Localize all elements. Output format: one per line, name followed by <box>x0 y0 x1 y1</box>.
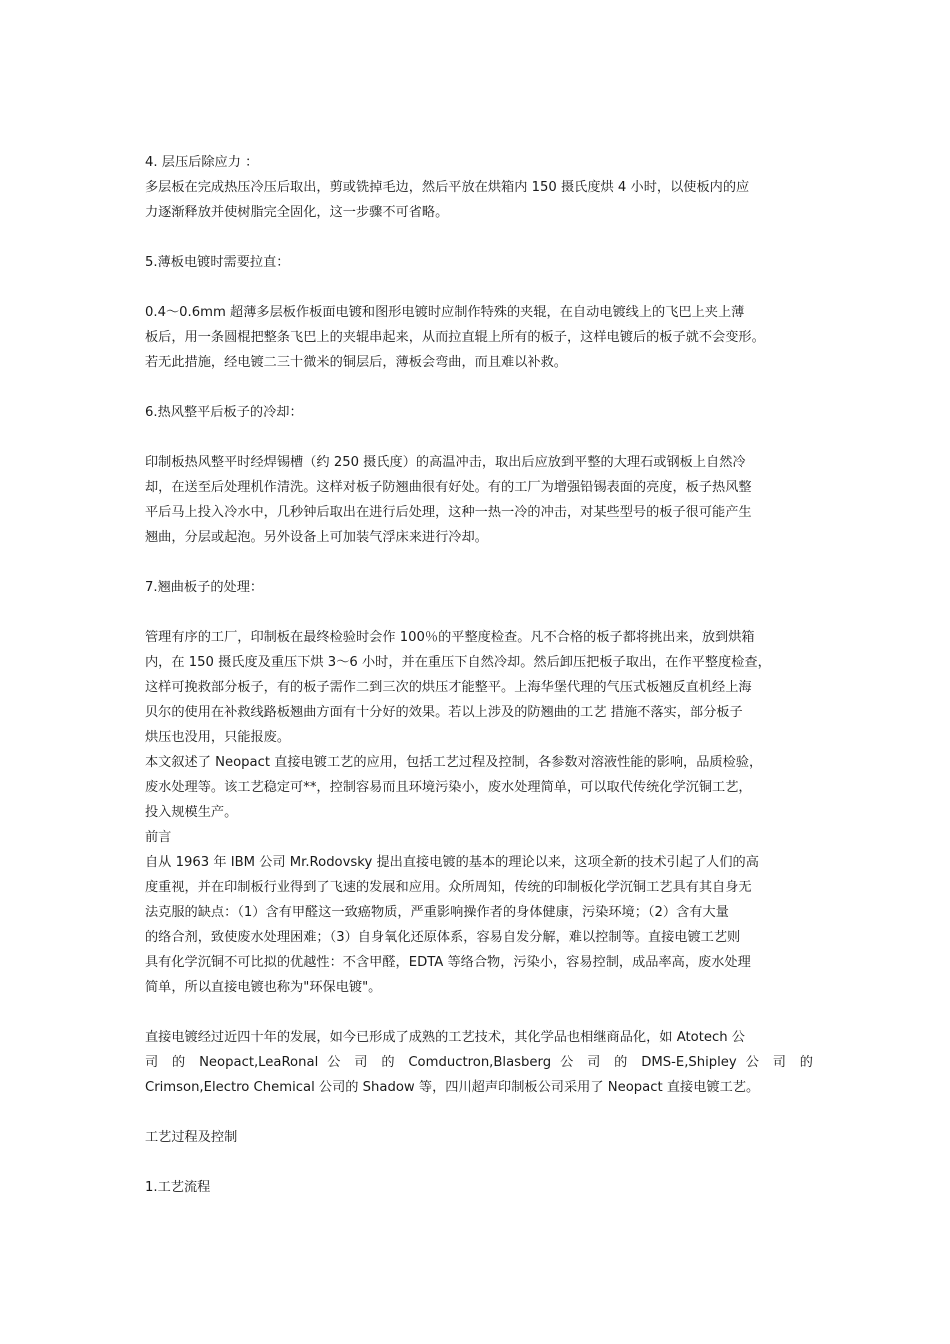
paragraph-gap <box>145 550 813 575</box>
section-4-title: 4. 层压后除应力 ： <box>145 155 259 170</box>
paragraph-gap <box>145 275 813 300</box>
section-4-text-line: 多层板在完成热压冷压后取出，剪或铣掉毛边，然后平放在烘箱内 150 摄氏度烘 4 小时，以使板内的应 <box>145 180 750 195</box>
preface-text-line: 自从 1963 年 IBM 公司 Mr.Rodovsky 提出直接电镀的基本的理论以来，这项全新的技术引起了人们的高 <box>145 855 759 870</box>
document-page <box>145 150 813 1200</box>
abstract-text-line: 废水处理等。该工艺稳定可**，控制容易而且环境污染小，废水处理简单，可以取代传统化学沉铜工艺， <box>145 780 752 795</box>
preface-text-line: 具有化学沉铜不可比拟的优越性：不含甲醛，EDTA 等络合物，污染小，容易控制，成品率高，废水处理 <box>145 955 751 970</box>
preface-text-line: 法克服的缺点：（1）含有甲醛这一致癌物质，严重影响操作者的身体健康，污染环境；（2）含有大量 <box>145 905 729 920</box>
paragraph-gap <box>145 225 813 250</box>
section-6-text-line: 平后马上投入冷水中，几秒钟后取出在进行后处理，这种一热一冷的冲击，对某些型号的板子很可能产生 <box>145 505 752 520</box>
section-4-text-line: 力逐渐释放并使树脂完全固化，这一步骤不可省略。 <box>145 205 449 220</box>
paragraph-gap <box>145 600 813 625</box>
section-7-text-line: 贝尔的使用在补救线路板翘曲方面有十分好的效果。若以上涉及的防翘曲的工艺 措施不落实，部分板子 <box>145 705 743 720</box>
section-6-text-line: 却，在送至后处理机作清洗。这样对板子防翘曲很有好处。有的工厂为增强铅锡表面的亮度，板子热风整 <box>145 480 752 495</box>
paragraph-gap <box>145 1150 813 1175</box>
section-6-text-line: 印制板热风整平时经焊锡槽（约 250 摄氏度）的高温冲击，取出后应放到平整的大理石或钢板上自然冷 <box>145 455 746 470</box>
process-flow-title: 1.工艺流程 <box>145 1180 211 1195</box>
section-5-text-line: 0.4～0.6mm 超薄多层板作板面电镀和图形电镀时应制作特殊的夹辊，在自动电镀线上的飞巴上夹上薄 <box>145 305 745 320</box>
abstract-text-line: 本文叙述了 Neopact 直接电镀工艺的应用，包括工艺过程及控制，各参数对溶液性能的影响，品质检验， <box>145 755 763 770</box>
section-7-text-line: 管理有序的工厂，印制板在最终检验时会作 100％的平整度检查。凡不合格的板子都将挑出来，放到烘箱 <box>145 630 755 645</box>
section-7-title: 7.翘曲板子的处理： <box>145 580 264 595</box>
abstract-text-line: 投入规模生产。 <box>145 805 238 820</box>
section-5-text-line: 若无此措施，经电镀二三十微米的铜层后，薄板会弯曲，而且难以补救。 <box>145 355 567 370</box>
section-7-text-line: 内，在 150 摄氏度及重压下烘 3～6 小时，并在重压下自然冷却。然后卸压把板子取出，在作平整度检查， <box>145 655 771 670</box>
paragraph-gap <box>145 375 813 400</box>
process-section-title: 工艺过程及控制 <box>145 1130 238 1145</box>
section-6-title: 6.热风整平后板子的冷却： <box>145 405 303 420</box>
section-6-text-line: 翘曲，分层或起泡。另外设备上可加装气浮床来进行冷却。 <box>145 530 488 545</box>
preface-text-line: 的络合剂，致使废水处理困难；（3）自身氧化还原体系，容易自发分解，难以控制等。直接电镀工艺则 <box>145 930 741 945</box>
preface-text-line: 简单，所以直接电镀也称为"环保电镀"。 <box>145 980 382 995</box>
paragraph-gap <box>145 1000 813 1025</box>
preface-text-line: 度重视，并在印制板行业得到了飞速的发展和应用。众所周知，传统的印制板化学沉铜工艺具有其自身无 <box>145 880 752 895</box>
section-5-text-line: 板后，用一条圆棍把整条飞巴上的夹辊串起来，从而拉直辊上所有的板子，这样电镀后的板子就不会变形。 <box>145 330 765 345</box>
paragraph-gap <box>145 1100 813 1125</box>
section-7-text-line: 烘压也没用，只能报废。 <box>145 730 291 745</box>
development-text-line: 司 的 Neopact,LeaRonal 公 司 的 Comductron,Blasberg 公 司 的 DMS-E,Shipley 公 司 的 <box>145 1055 813 1070</box>
development-text-line: 直接电镀经过近四十年的发展，如今已形成了成熟的工艺技术，其化学品也相继商品化，如 Atotech 公 <box>145 1030 745 1045</box>
section-7-text-line: 这样可挽救部分板子，有的板子需作二到三次的烘压才能整平。上海华堡代理的气压式板翘反直机经上海 <box>145 680 752 695</box>
development-text-line: Crimson,Electro Chemical 公司的 Shadow 等，四川超声印制板公司采用了 Neopact 直接电镀工艺。 <box>145 1080 760 1095</box>
preface-title: 前言 <box>145 830 172 845</box>
section-5-title: 5.薄板电镀时需要拉直： <box>145 255 290 270</box>
paragraph-gap <box>145 425 813 450</box>
